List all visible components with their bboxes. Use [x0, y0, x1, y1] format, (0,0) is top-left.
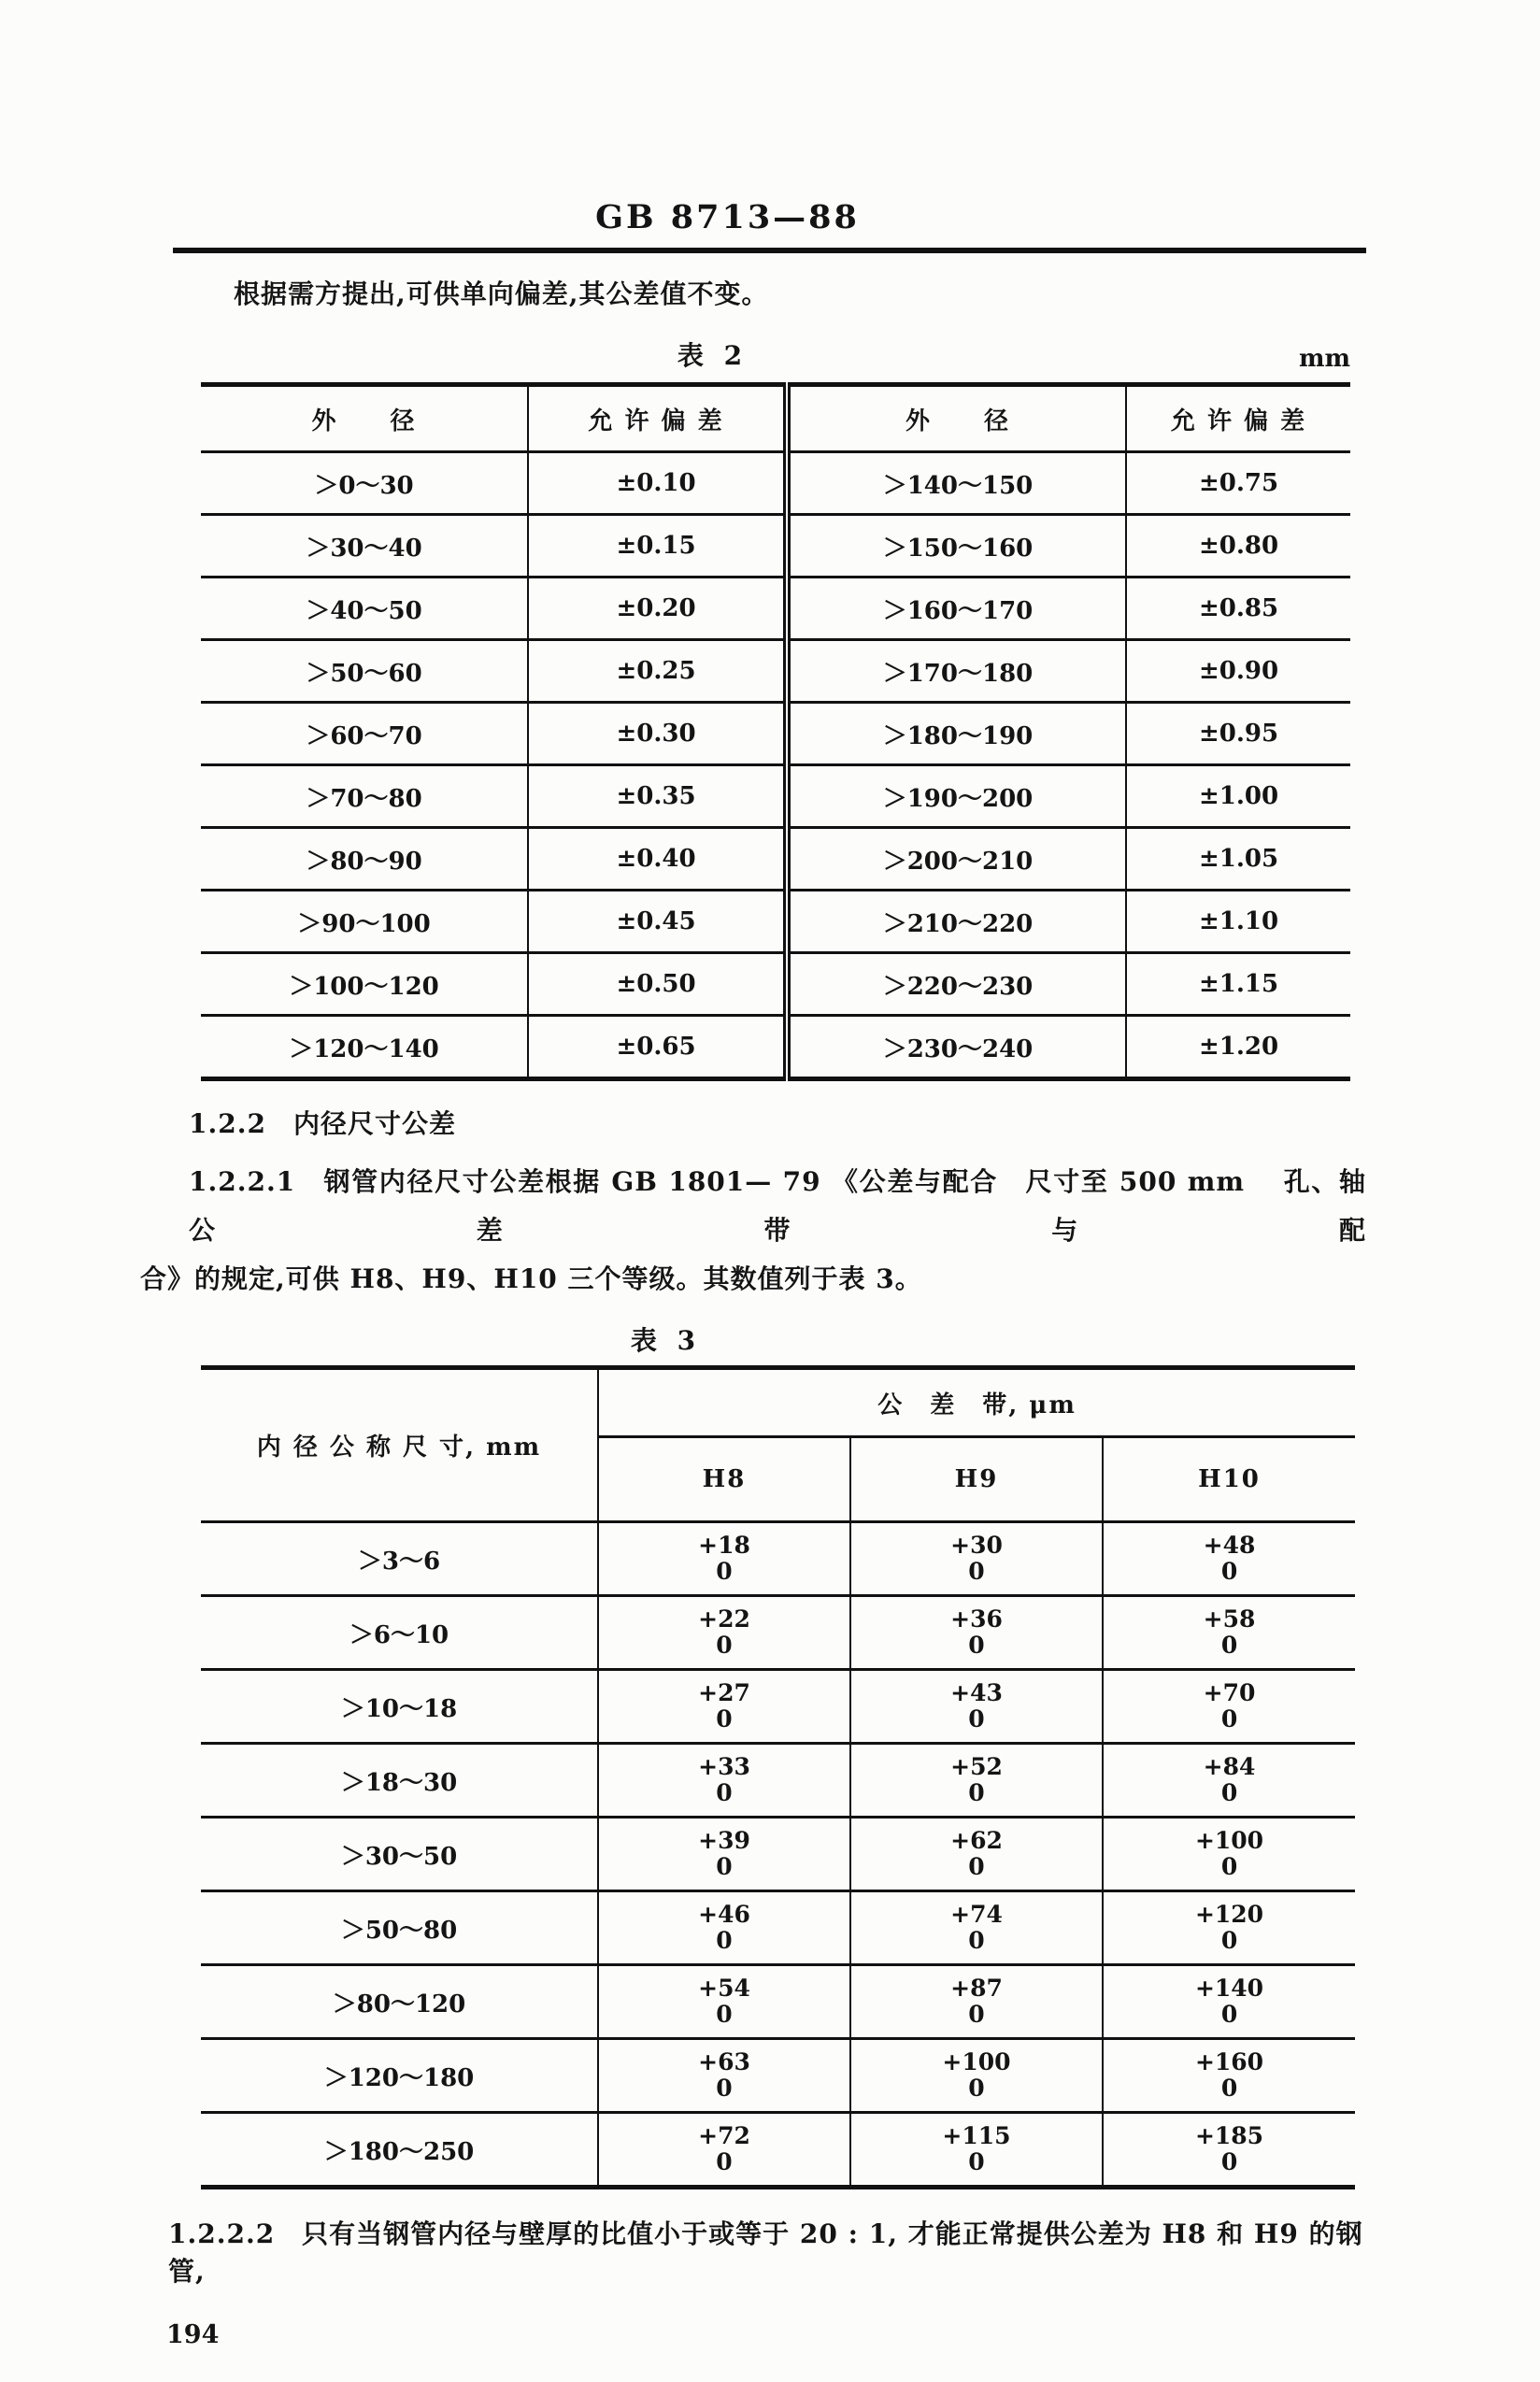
- tolerance-band-h9: +100 0: [850, 2039, 1103, 2113]
- table2-row: [201, 640, 1350, 703]
- tolerance-value: ±1.10: [1126, 891, 1350, 953]
- inner-diameter-range: ＞3～6: [357, 1547, 441, 1576]
- table3-body: [201, 1522, 1355, 2188]
- table2: [201, 382, 1350, 1081]
- table2-row: [201, 891, 1350, 953]
- table2-body: [201, 452, 1350, 1079]
- tolerance-value: ±0.35: [528, 765, 787, 828]
- inner-diameter-range: ＞10～18: [340, 1694, 458, 1723]
- outer-diameter-range: ＞0～30: [314, 471, 414, 500]
- tolerance-band-h10: +70 0: [1103, 1670, 1355, 1744]
- table2-row: [201, 578, 1350, 640]
- outer-diameter-range: ＞50～60: [306, 659, 422, 688]
- tolerance-value: ±0.65: [528, 1016, 787, 1079]
- outer-diameter-range: ＞180～190: [787, 703, 1126, 765]
- outer-diameter-range: ＞200～210: [787, 828, 1126, 891]
- tolerance-band-h10: +100 0: [1103, 1818, 1355, 1891]
- table3-row: [201, 2039, 1355, 2113]
- inner-diameter-range: ＞180～250: [323, 2137, 475, 2166]
- table3-row: [201, 1670, 1355, 1744]
- table2-row: [201, 1016, 1350, 1079]
- table2-header-outer-diameter-left: 外 径: [311, 407, 417, 435]
- tolerance-band-h8: +63 0: [598, 2039, 850, 2113]
- tolerance-band-h9: +115 0: [850, 2113, 1103, 2188]
- tolerance-band-h10: +48 0: [1103, 1522, 1355, 1596]
- tolerance-band-h10: +58 0: [1103, 1596, 1355, 1670]
- table2-row: [201, 515, 1350, 578]
- table2-row: [201, 953, 1350, 1016]
- table2-header-row: [201, 385, 1350, 452]
- inner-diameter-range: ＞6～10: [349, 1620, 449, 1649]
- tolerance-band-h8: +46 0: [598, 1891, 850, 1965]
- inner-diameter-range: ＞80～120: [332, 1990, 466, 2018]
- table2-header-tolerance-right: 允 许 偏 差: [1126, 385, 1350, 452]
- tolerance-band-h9: +30 0: [850, 1522, 1103, 1596]
- table3-row: [201, 2113, 1355, 2188]
- section-1-2-2-1-line1: 1.2.2.1 钢管内径尺寸公差根据 GB 1801— 79 《公差与配合 尺寸至 500 mm 孔、轴公差带与配: [189, 1166, 1366, 1246]
- outer-diameter-range: ＞190～200: [787, 765, 1126, 828]
- table3-caption: 表 3: [630, 1325, 702, 1356]
- tolerance-value: ±0.75: [1126, 452, 1350, 515]
- table3-header-h8: H8: [598, 1437, 850, 1522]
- tolerance-value: ±0.85: [1126, 578, 1350, 640]
- table2-row: [201, 765, 1350, 828]
- tolerance-band-h8: +72 0: [598, 2113, 850, 2188]
- document-page: [0, 198, 1540, 2382]
- outer-diameter-range: ＞220～230: [787, 953, 1126, 1016]
- tolerance-value: ±0.50: [528, 953, 787, 1016]
- standard-code: GB 8713—88: [595, 198, 860, 236]
- tolerance-value: ±1.20: [1126, 1016, 1350, 1079]
- tolerance-value: ±0.30: [528, 703, 787, 765]
- tolerance-band-h8: +18 0: [598, 1522, 850, 1596]
- outer-diameter-range: ＞40～50: [306, 596, 422, 625]
- tolerance-band-h10: +185 0: [1103, 2113, 1355, 2188]
- outer-diameter-range: ＞60～70: [306, 721, 422, 750]
- table3-row: [201, 1965, 1355, 2039]
- tolerance-band-h9: +36 0: [850, 1596, 1103, 1670]
- tolerance-band-h9: +43 0: [850, 1670, 1103, 1744]
- outer-diameter-range: ＞230～240: [787, 1016, 1126, 1079]
- table3-header-h9: H9: [850, 1437, 1103, 1522]
- tolerance-band-h8: +27 0: [598, 1670, 850, 1744]
- section-1-2-2-1-paragraph: [140, 1158, 1366, 1304]
- outer-diameter-range: ＞170～180: [787, 640, 1126, 703]
- tolerance-value: ±0.90: [1126, 640, 1350, 703]
- table3-row: [201, 1818, 1355, 1891]
- table3-row: [201, 1596, 1355, 1670]
- tolerance-band-h8: +22 0: [598, 1596, 850, 1670]
- section-1-2-2-2-paragraph: 1.2.2.2 只有当钢管内径与壁厚的比值小于或等于 20 : 1, 才能正常提供公差为 H8 和 H9 的钢管,: [168, 2218, 1363, 2287]
- inner-diameter-range: ＞50～80: [340, 1916, 458, 1945]
- table3-header-h10: H10: [1103, 1437, 1355, 1522]
- table2-caption-row: [201, 335, 1350, 373]
- tolerance-band-h8: +39 0: [598, 1818, 850, 1891]
- table3-header-inner-diameter: 内 径 公 称 尺 寸, mm: [256, 1433, 542, 1462]
- tolerance-band-h10: +140 0: [1103, 1965, 1355, 2039]
- inner-diameter-range: ＞18～30: [340, 1768, 458, 1797]
- outer-diameter-range: ＞70～80: [306, 784, 422, 813]
- inner-diameter-range: ＞120～180: [323, 2063, 475, 2092]
- table2-header-tolerance-left: 允 许 偏 差: [528, 385, 787, 452]
- outer-diameter-range: ＞150～160: [787, 515, 1126, 578]
- table2-unit: mm: [1298, 345, 1350, 373]
- tolerance-value: ±1.00: [1126, 765, 1350, 828]
- tolerance-band-h8: +33 0: [598, 1744, 850, 1818]
- tolerance-band-h10: +84 0: [1103, 1744, 1355, 1818]
- outer-diameter-range: ＞160～170: [787, 578, 1126, 640]
- outer-diameter-range: ＞90～100: [297, 909, 431, 938]
- table3-header-tolerance-band: 公 差 带, μm: [598, 1368, 1355, 1437]
- tolerance-value: ±0.10: [528, 452, 787, 515]
- outer-diameter-range: ＞140～150: [787, 452, 1126, 515]
- tolerance-value: ±0.25: [528, 640, 787, 703]
- tolerance-value: ±0.45: [528, 891, 787, 953]
- table2-row: [201, 828, 1350, 891]
- tolerance-value: ±0.40: [528, 828, 787, 891]
- page-number: 194: [166, 2320, 220, 2349]
- tolerance-value: ±1.15: [1126, 953, 1350, 1016]
- tolerance-value: ±0.15: [528, 515, 787, 578]
- tolerance-band-h9: +52 0: [850, 1744, 1103, 1818]
- table3-row: [201, 1891, 1355, 1965]
- tolerance-value: ±1.05: [1126, 828, 1350, 891]
- table2-header-outer-diameter-right: 外 径: [787, 385, 1126, 452]
- tolerance-value: ±0.80: [1126, 515, 1350, 578]
- tolerance-value: ±0.20: [528, 578, 787, 640]
- outer-diameter-range: ＞100～120: [289, 972, 439, 1001]
- outer-diameter-range: ＞120～140: [289, 1034, 439, 1063]
- tolerance-band-h9: +74 0: [850, 1891, 1103, 1965]
- header-rule: [173, 248, 1366, 253]
- section-1-2-2-heading: 1.2.2 内径尺寸公差: [189, 1108, 456, 1139]
- outer-diameter-range: ＞30～40: [306, 534, 422, 563]
- table3-row: [201, 1744, 1355, 1818]
- outer-diameter-range: ＞210～220: [787, 891, 1126, 953]
- tolerance-band-h9: +62 0: [850, 1818, 1103, 1891]
- table2-row: [201, 703, 1350, 765]
- table2-row: [201, 452, 1350, 515]
- tolerance-band-h10: +160 0: [1103, 2039, 1355, 2113]
- table3: [201, 1365, 1355, 2189]
- tolerance-band-h10: +120 0: [1103, 1891, 1355, 1965]
- table3-row: [201, 1522, 1355, 1596]
- intro-paragraph: 根据需方提出,可供单向偏差,其公差值不变。: [234, 278, 769, 309]
- section-1-2-2-1-line2: 合》的规定,可供 H8、H9、H10 三个等级。其数值列于表 3。: [140, 1263, 922, 1294]
- table2-caption: 表 2: [677, 340, 749, 371]
- tolerance-value: ±0.95: [1126, 703, 1350, 765]
- outer-diameter-range: ＞80～90: [306, 847, 422, 876]
- table3-span-header-row: [201, 1368, 1355, 1437]
- tolerance-band-h9: +87 0: [850, 1965, 1103, 2039]
- inner-diameter-range: ＞30～50: [340, 1842, 458, 1871]
- tolerance-band-h8: +54 0: [598, 1965, 850, 2039]
